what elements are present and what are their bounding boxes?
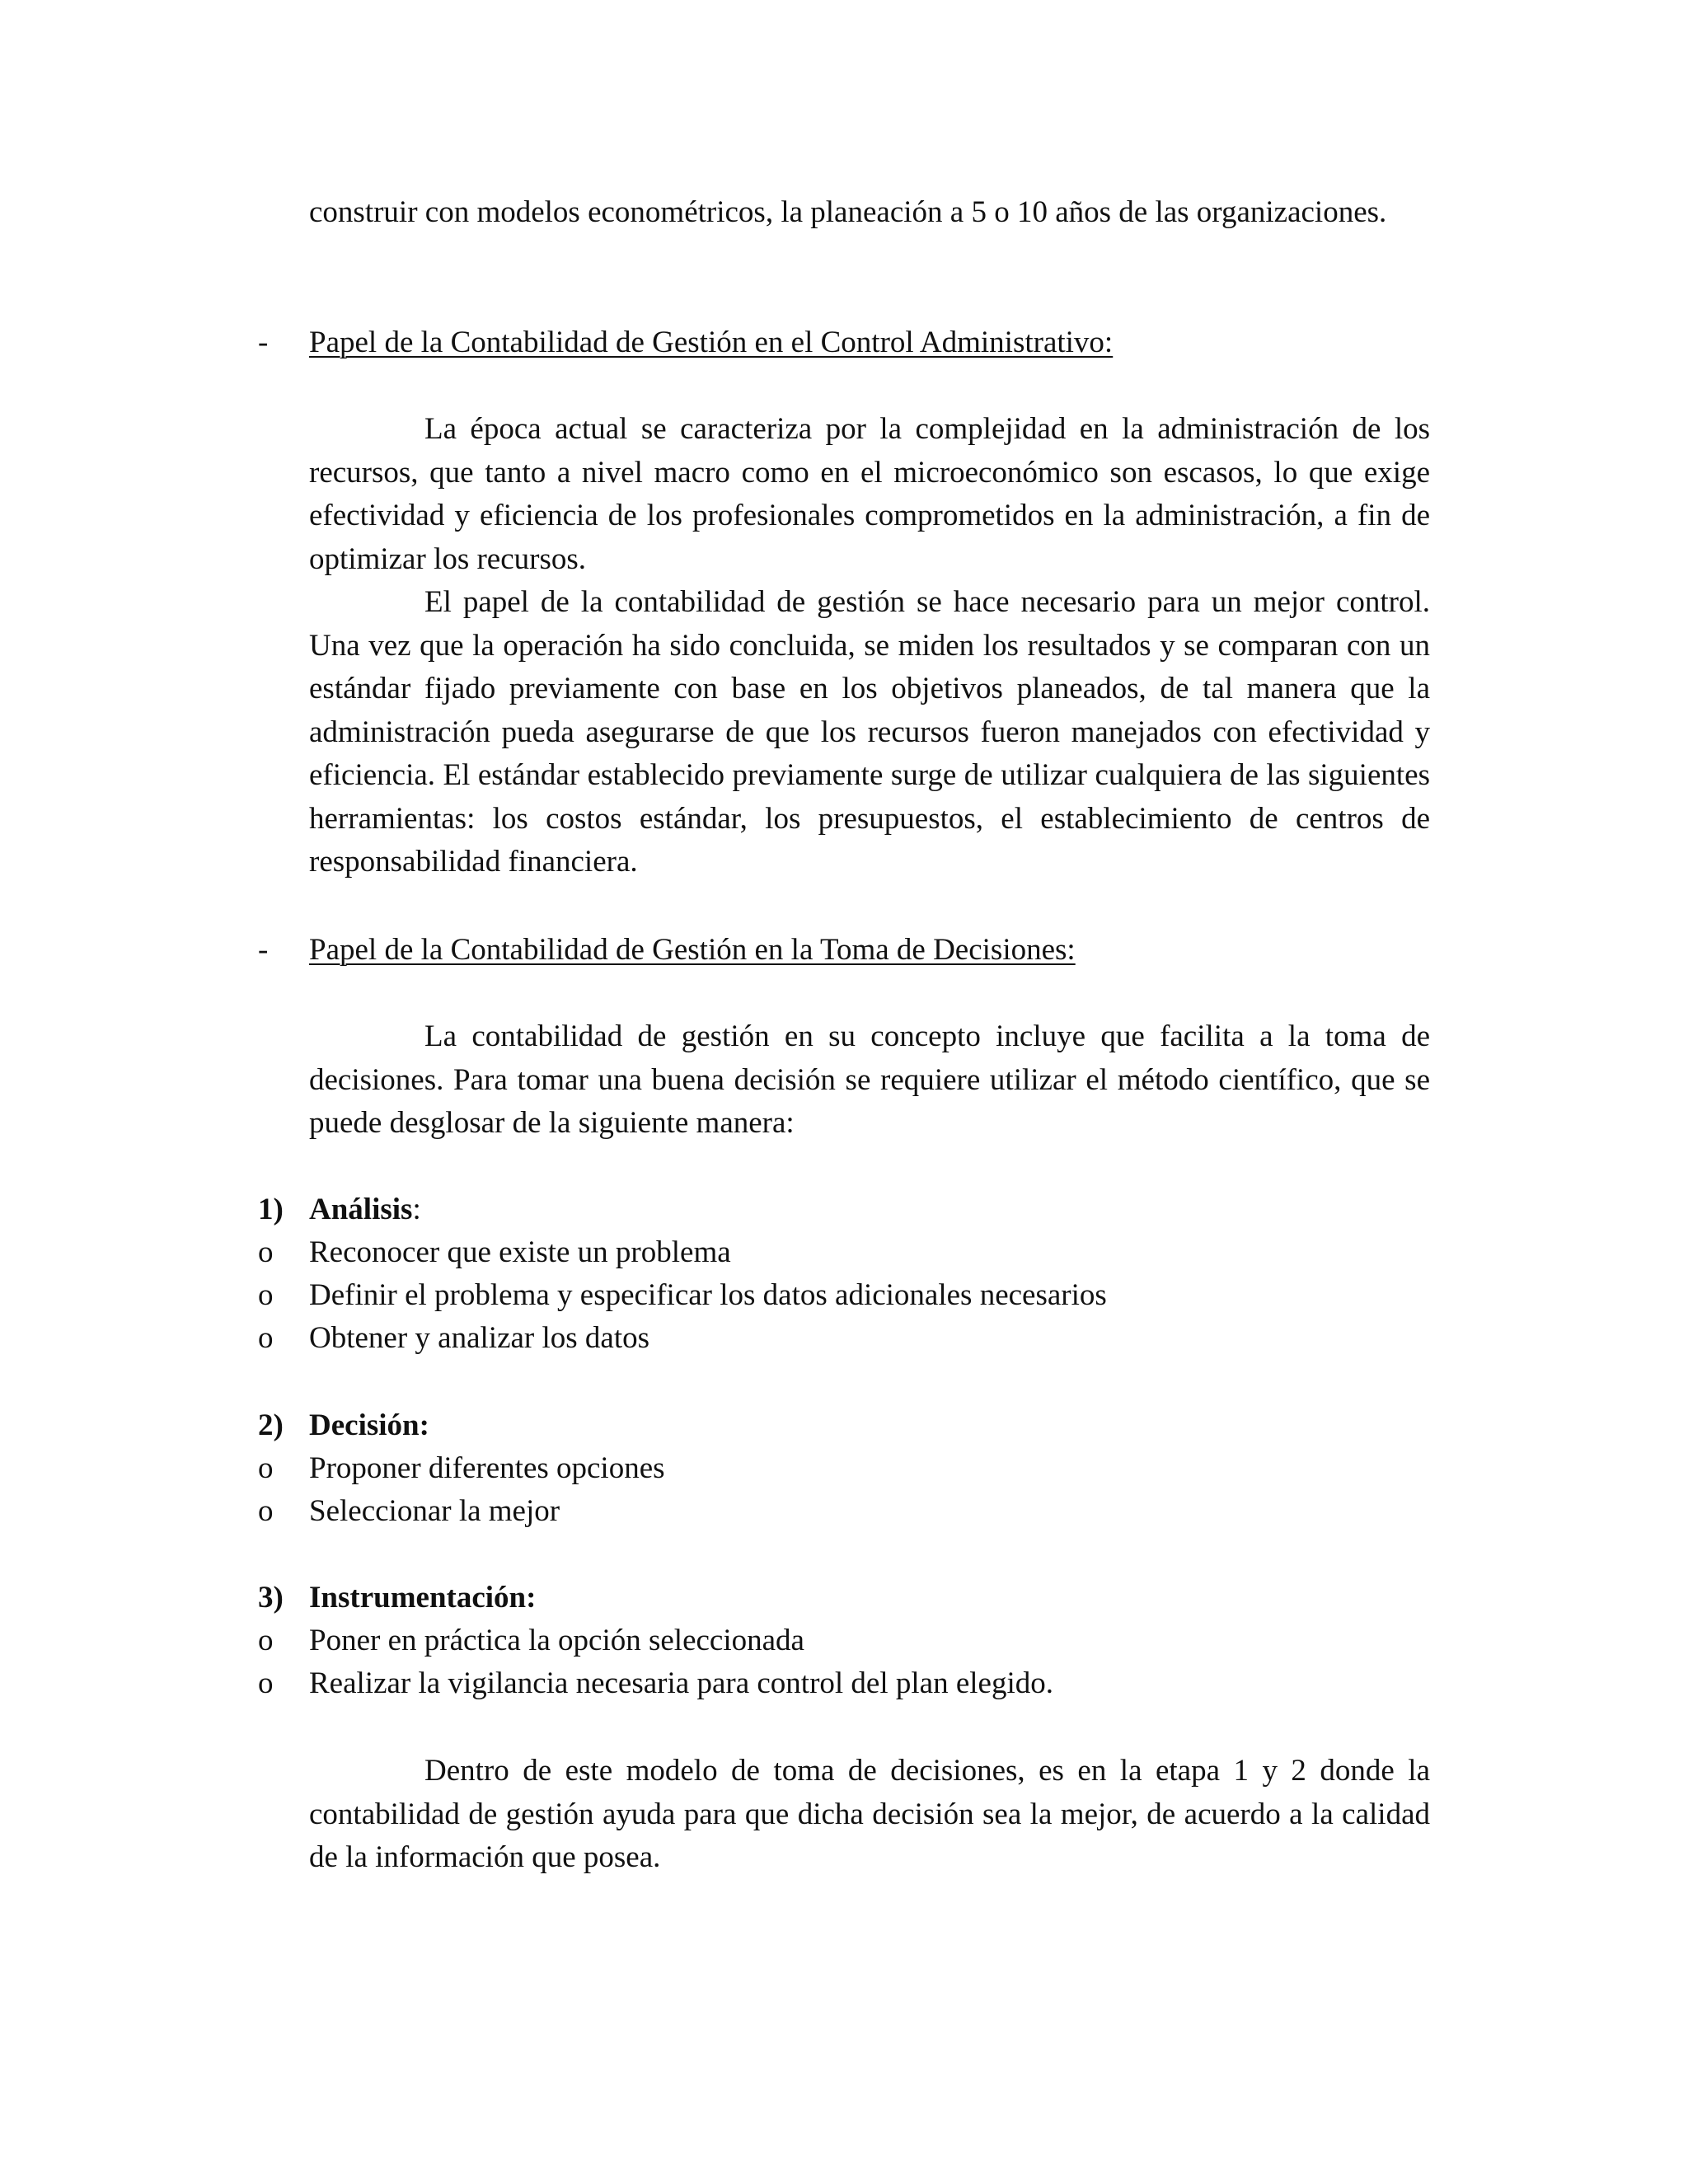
control-paragraph-2: El papel de la contabilidad de gestión se hace necesario para un mejor control. Una vez que la operación ha sido concluida, se miden los resultados y se comparan con un estándar fijado previamente con base en los objetivos planeados, de tal manera que la administración pueda asegurarse de que los recursos fueron manejados con efectividad y eficiencia. El estándar establecido previamente surge de utilizar cualquiera de las siguientes herramientas: los costos estándar, los presupuestos, el establecimiento de centros de responsabilidad financiera. xyxy=(309,585,1430,879)
step-2-number: 2) xyxy=(258,1408,284,1442)
step-3-item-1-marker: o xyxy=(258,1624,274,1657)
section-control-heading: Papel de la Contabilidad de Gestión en el Control Administrativo: xyxy=(309,326,1114,359)
step-2-item-1-marker: o xyxy=(258,1451,274,1485)
step-2-title: Decisión: xyxy=(309,1408,429,1442)
step-1-item-2: Definir el problema y especificar los datos adicionales necesarios xyxy=(309,1278,1107,1312)
section-decisions-heading: Papel de la Contabilidad de Gestión en la Toma de Decisiones: xyxy=(309,933,1076,967)
closing-paragraph: Dentro de este modelo de toma de decisiones, es en la etapa 1 y 2 donde la contabilidad de gestión ayuda para que dicha decisión sea la mejor, de acuerdo a la calidad de la información que posea. xyxy=(309,1754,1430,1874)
step-1-number: 1) xyxy=(258,1193,284,1226)
control-paragraph-1: La época actual se caracteriza por la complejidad en la administración de los recursos, que tanto a nivel macro como en el microeconómico son escasos, lo que exige efectividad y eficiencia de los profesionales comprometidos en la administración, a fin de optimizar los recursos. xyxy=(309,412,1430,576)
step-3-number: 3) xyxy=(258,1581,284,1615)
decisions-paragraph: La contabilidad de gestión en su concepto incluye que facilita a la toma de decisiones. Para tomar una buena decisión se requiere utilizar el método científico, que se puede desglosar de la siguiente manera: xyxy=(309,1019,1430,1140)
step-1-item-2-marker: o xyxy=(258,1278,274,1312)
step-2-item-1: Proponer diferentes opciones xyxy=(309,1451,665,1485)
step-1-item-3: Obtener y analizar los datos xyxy=(309,1321,650,1355)
step-1-title: Análisis xyxy=(309,1193,413,1226)
step-1-item-1-marker: o xyxy=(258,1235,274,1269)
step-3-item-1: Poner en práctica la opción seleccionada xyxy=(309,1624,804,1657)
step-3-item-2-marker: o xyxy=(258,1666,274,1700)
section-decisions-bullet: - xyxy=(258,933,269,967)
section-control-bullet: - xyxy=(258,326,269,359)
step-2-item-2: Seleccionar la mejor xyxy=(309,1494,560,1528)
step-3-item-2: Realizar la vigilancia necesaria para control del plan elegido. xyxy=(309,1666,1053,1700)
step-1-item-3-marker: o xyxy=(258,1321,274,1355)
step-1-colon: : xyxy=(412,1193,421,1226)
step-3-title: Instrumentación: xyxy=(309,1581,537,1615)
intro-paragraph: construir con modelos econométricos, la planeación a 5 o 10 años de las organizaciones. xyxy=(309,195,1387,229)
step-1-item-1: Reconocer que existe un problema xyxy=(309,1235,731,1269)
step-2-item-2-marker: o xyxy=(258,1494,274,1528)
step-1-heading xyxy=(309,1188,421,1231)
